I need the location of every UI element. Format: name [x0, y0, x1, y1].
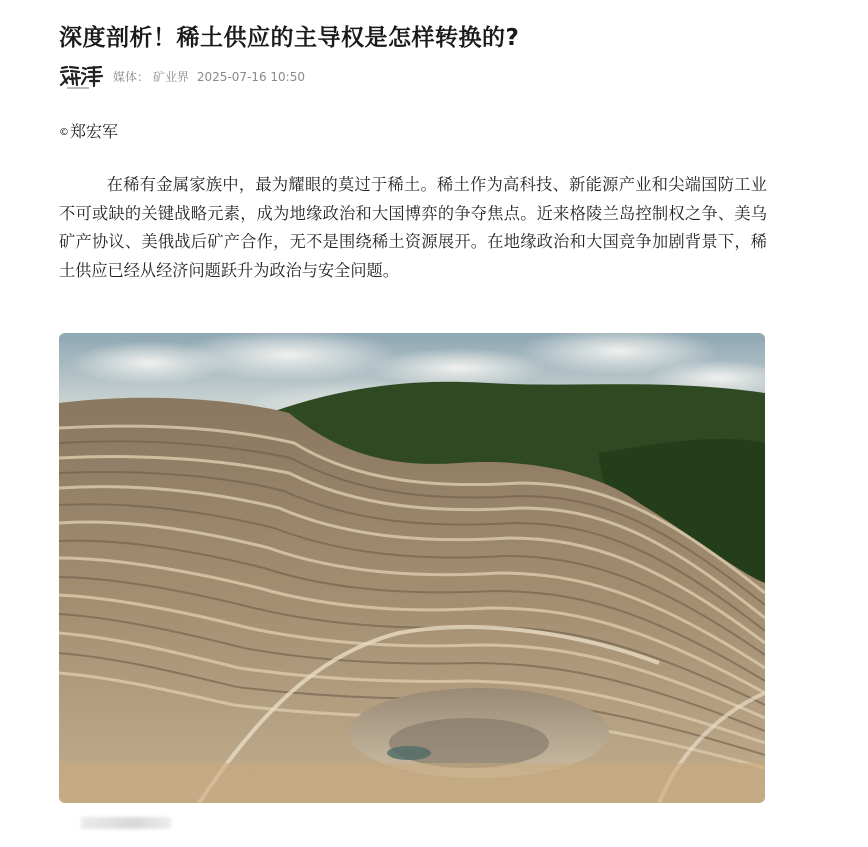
article-paragraph: 在稀有金属家族中，最为耀眼的莫过于稀土。稀土作为高科技、新能源产业和尖端国防工业不可或缺的关键战略元素，成为地缘政治和大国博弈的争夺焦点。近来格陵兰岛控制权之争、美乌矿产协议、美俄战后矿产合作，无不是围绕稀土资源展开。在地缘政治和大国竞争加剧背景下，稀土供应已经从经济问题跃升为政治与安全问题。: [59, 175, 767, 280]
source-label: 媒体：: [113, 70, 150, 84]
copyright-icon: ©: [59, 127, 69, 138]
article-title: 深度剖析！稀土供应的主导权是怎样转换的?: [59, 25, 520, 51]
meta-text: [113, 69, 309, 85]
author-line: [59, 119, 118, 146]
source-name[interactable]: 矿业界: [153, 70, 190, 84]
article-meta: [59, 62, 767, 92]
author-name: 郑宏军: [70, 122, 119, 141]
publish-time: 2025-07-16 10:50: [196, 70, 305, 84]
image-caption-placeholder: [81, 817, 171, 829]
open-pit-mine-image[interactable]: [59, 333, 765, 803]
the-paper-logo-icon[interactable]: [59, 63, 105, 91]
